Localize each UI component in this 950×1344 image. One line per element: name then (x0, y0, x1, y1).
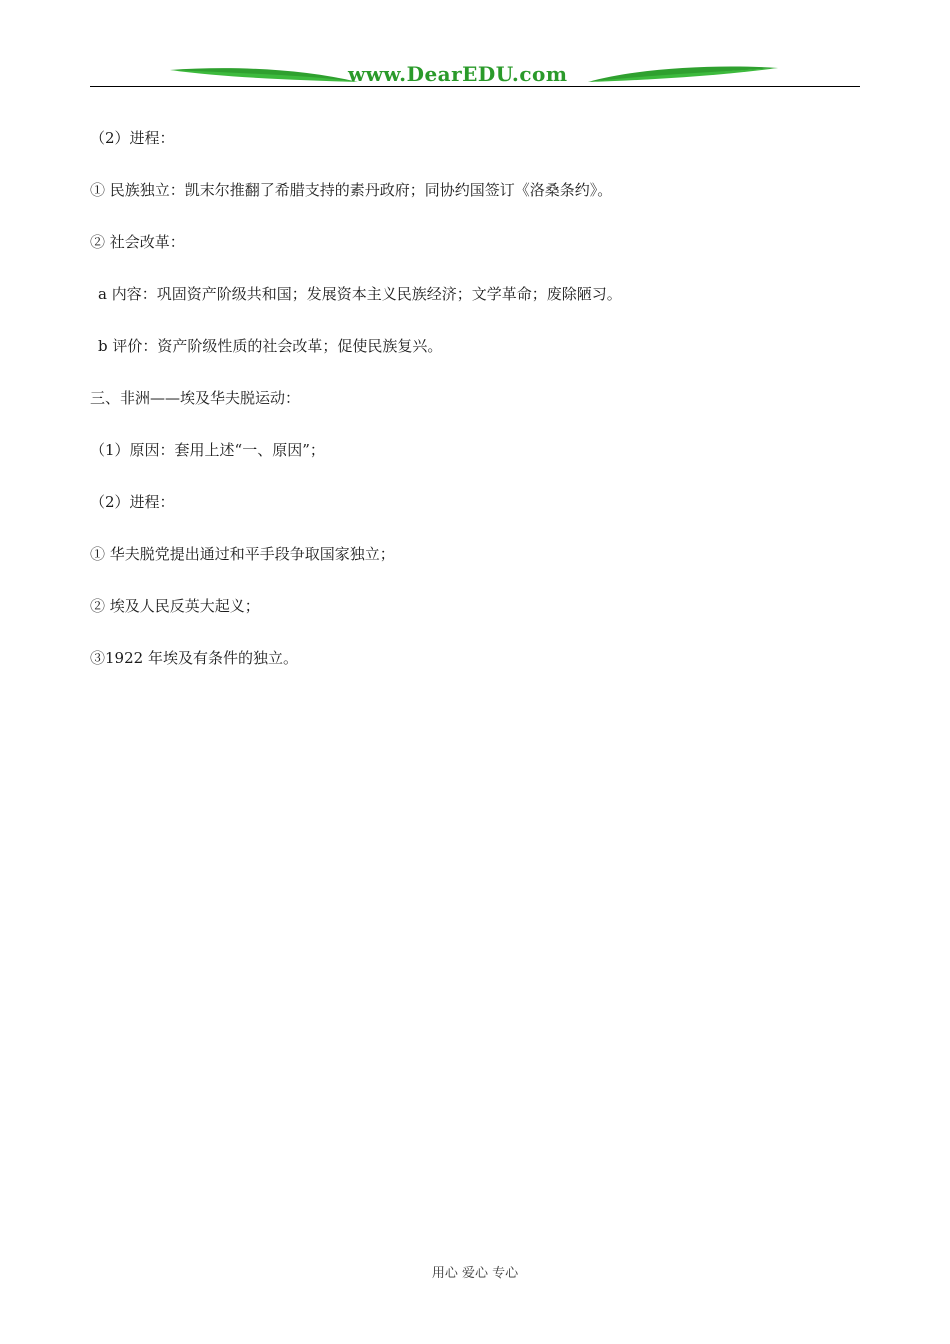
section-heading: 三、非洲——埃及华夫脱运动： (90, 389, 301, 407)
site-logo-text: www.DearEDU.com (348, 62, 568, 86)
footer-motto: 用心 爱心 专心 (431, 1266, 519, 1281)
text-line: ① 民族独立：凯末尔推翻了希腊支持的素丹政府；同协约国签订《洛桑条约》。 (90, 181, 613, 199)
text-line: ③1922 年埃及有条件的独立。 (90, 649, 298, 667)
text-line: b 评价：资产阶级性质的社会改革；促使民族复兴。 (98, 337, 443, 355)
text-line: ① 华夫脱党提出通过和平手段争取国家独立； (90, 545, 395, 563)
text-line: （2）进程： (90, 129, 175, 147)
header-rule (90, 86, 860, 87)
text-line: （2）进程： (90, 493, 175, 511)
text-line: ② 埃及人民反英大起义； (90, 597, 260, 615)
text-line: （1）原因：套用上述“一、原因”； (90, 441, 325, 459)
text-line: a 内容：巩固资产阶级共和国；发展资本主义民族经济；文学革命；废除陋习。 (98, 285, 622, 303)
text-line: ② 社会改革： (90, 233, 185, 251)
